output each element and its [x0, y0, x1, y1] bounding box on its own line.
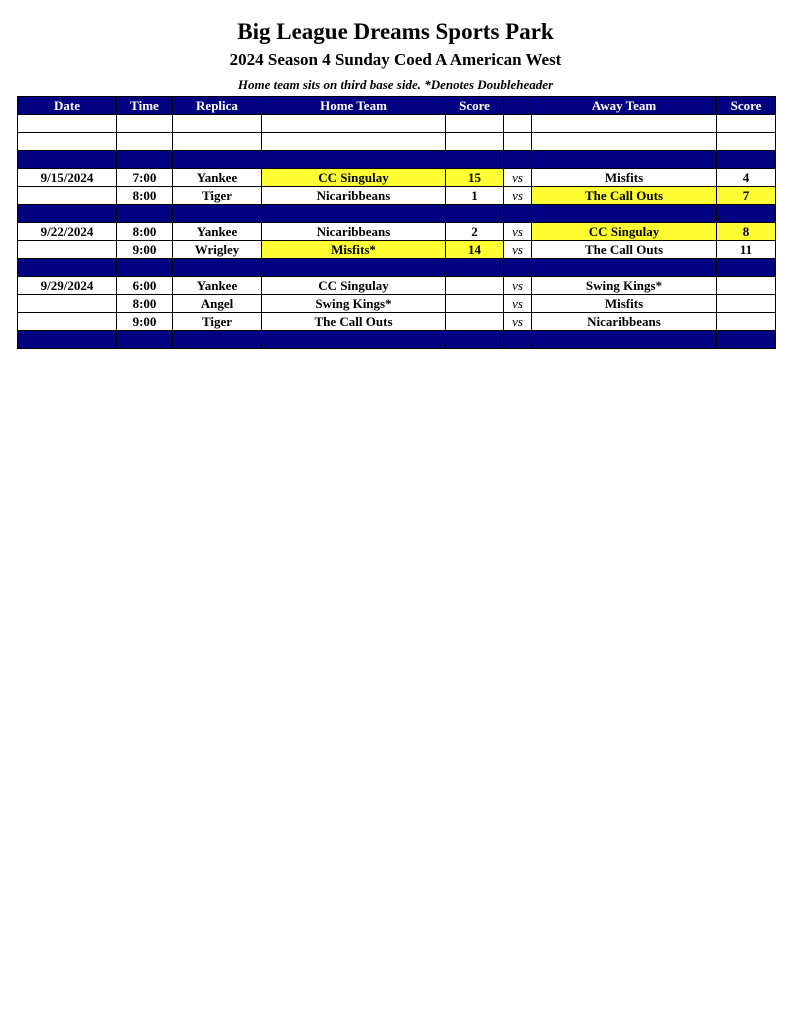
game-date [18, 187, 117, 205]
separator-row [18, 151, 776, 169]
home-team: Swing Kings* [262, 295, 446, 313]
game-date: 9/29/2024 [18, 277, 117, 295]
away-score [717, 277, 776, 295]
column-header-home-team: Home Team [262, 97, 446, 115]
vs-label: vs [504, 241, 532, 259]
away-team: Misfits [532, 295, 717, 313]
game-date: 9/15/2024 [18, 169, 117, 187]
column-header-replica: Replica [173, 97, 262, 115]
away-score [717, 313, 776, 331]
page-title: Big League Dreams Sports Park [237, 19, 554, 44]
column-header-home-score: Score [446, 97, 504, 115]
game-date [18, 295, 117, 313]
game-row [18, 313, 776, 331]
game-row [18, 169, 776, 187]
home-score: 15 [446, 169, 504, 187]
column-header-away-team: Away Team [532, 97, 717, 115]
doubleheader-note: Home team sits on third base side. *Denotes Doubleheader [237, 77, 554, 92]
vs-label: vs [504, 277, 532, 295]
home-score [446, 277, 504, 295]
home-team: Misfits* [262, 241, 446, 259]
away-score: 8 [717, 223, 776, 241]
game-row [18, 223, 776, 241]
game-replica: Yankee [173, 169, 262, 187]
column-header-vs [504, 97, 532, 115]
home-team: CC Singulay [262, 277, 446, 295]
game-replica: Tiger [173, 313, 262, 331]
game-replica: Angel [173, 295, 262, 313]
vs-label: vs [504, 295, 532, 313]
vs-label: vs [504, 187, 532, 205]
game-time: 6:00 [117, 277, 173, 295]
game-time: 7:00 [117, 169, 173, 187]
separator-row [18, 259, 776, 277]
game-replica: Yankee [173, 223, 262, 241]
separator-row [18, 331, 776, 349]
page-subtitle: 2024 Season 4 Sunday Coed A American West [229, 50, 562, 69]
away-team: CC Singulay [532, 223, 717, 241]
game-date: 9/22/2024 [18, 223, 117, 241]
game-time: 8:00 [117, 187, 173, 205]
game-date [18, 313, 117, 331]
away-score: 11 [717, 241, 776, 259]
away-score: 4 [717, 169, 776, 187]
away-score [717, 295, 776, 313]
home-score: 1 [446, 187, 504, 205]
away-team: The Call Outs [532, 187, 717, 205]
game-row [18, 241, 776, 259]
game-time: 8:00 [117, 223, 173, 241]
table-header-row [18, 97, 776, 115]
away-score: 7 [717, 187, 776, 205]
home-score: 14 [446, 241, 504, 259]
game-replica: Wrigley [173, 241, 262, 259]
game-time: 9:00 [117, 313, 173, 331]
away-team: Swing Kings* [532, 277, 717, 295]
home-team: Nicaribbeans [262, 223, 446, 241]
away-team: The Call Outs [532, 241, 717, 259]
away-team: Nicaribbeans [532, 313, 717, 331]
game-time: 9:00 [117, 241, 173, 259]
game-replica: Tiger [173, 187, 262, 205]
home-team: Nicaribbeans [262, 187, 446, 205]
home-score [446, 295, 504, 313]
game-row [18, 187, 776, 205]
empty-row [18, 115, 776, 133]
game-row [18, 277, 776, 295]
vs-label: vs [504, 223, 532, 241]
game-replica: Yankee [173, 277, 262, 295]
home-team: The Call Outs [262, 313, 446, 331]
column-header-away-score: Score [717, 97, 776, 115]
game-row [18, 295, 776, 313]
vs-label: vs [504, 313, 532, 331]
column-header-time: Time [117, 97, 173, 115]
separator-row [18, 205, 776, 223]
away-team: Misfits [532, 169, 717, 187]
vs-label: vs [504, 169, 532, 187]
home-score [446, 313, 504, 331]
empty-row [18, 133, 776, 151]
home-team: CC Singulay [262, 169, 446, 187]
home-score: 2 [446, 223, 504, 241]
game-time: 8:00 [117, 295, 173, 313]
column-header-date: Date [18, 97, 117, 115]
game-date [18, 241, 117, 259]
schedule-table [17, 96, 776, 349]
